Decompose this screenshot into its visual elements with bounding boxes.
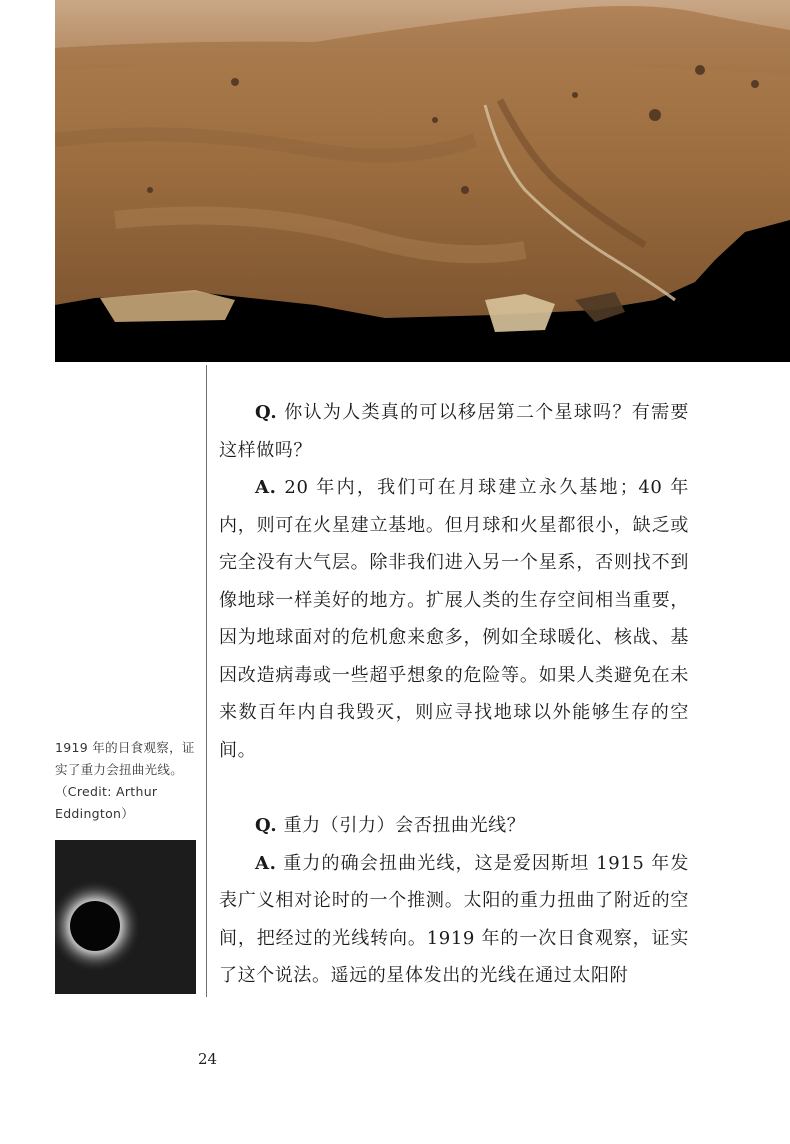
article-body [219,394,689,995]
answer-marker: A. [255,852,277,874]
answer-text: 20 年内，我们可在月球建立永久基地；40 年内，则可在火星建立基地。但月球和火星都很小，缺乏或完全没有大气层。除非我们进入另一个星系，否则找不到像地球一样美好的地方。扩展人类的生存空间相当重要，因为地球面对的危机愈来愈多，例如全球暖化、核战、基因改造病毒或一些超乎想象的危险等。如果人类避免在未来数百年内自我毁灭，则应寻找地球以外能够生存的空间。 [219,477,689,761]
question-1 [219,394,689,469]
page-number: 24 [198,1050,218,1068]
question-marker: Q. [255,815,278,836]
answer-text: 重力的确会扭曲光线，这是爱因斯坦 1915 年发表广义相对论时的一个推测。太阳的重力扭曲了附近的空间，把经过的光线转向。1919 年的一次日食观察，证实了这个说法。遥远的星体发出的光线在通过太阳附 [219,852,689,986]
eclipse-caption: 1919 年的日食观察，证实了重力会扭曲光线。（Credit: Arthur Eddington） [55,740,195,821]
sidebar-divider-rule [206,365,207,997]
question-text: 重力（引力）会否扭曲光线？ [283,815,526,836]
answer-marker: A. [255,477,277,498]
question-text: 你认为人类真的可以移居第二个星球吗？有需要这样做吗？ [219,402,689,461]
solar-eclipse-photo [55,840,196,994]
answer-1 [219,469,689,769]
mars-panorama-photo [55,0,790,362]
question-2 [219,807,689,845]
answer-2 [219,845,689,995]
question-marker: Q. [255,402,278,423]
